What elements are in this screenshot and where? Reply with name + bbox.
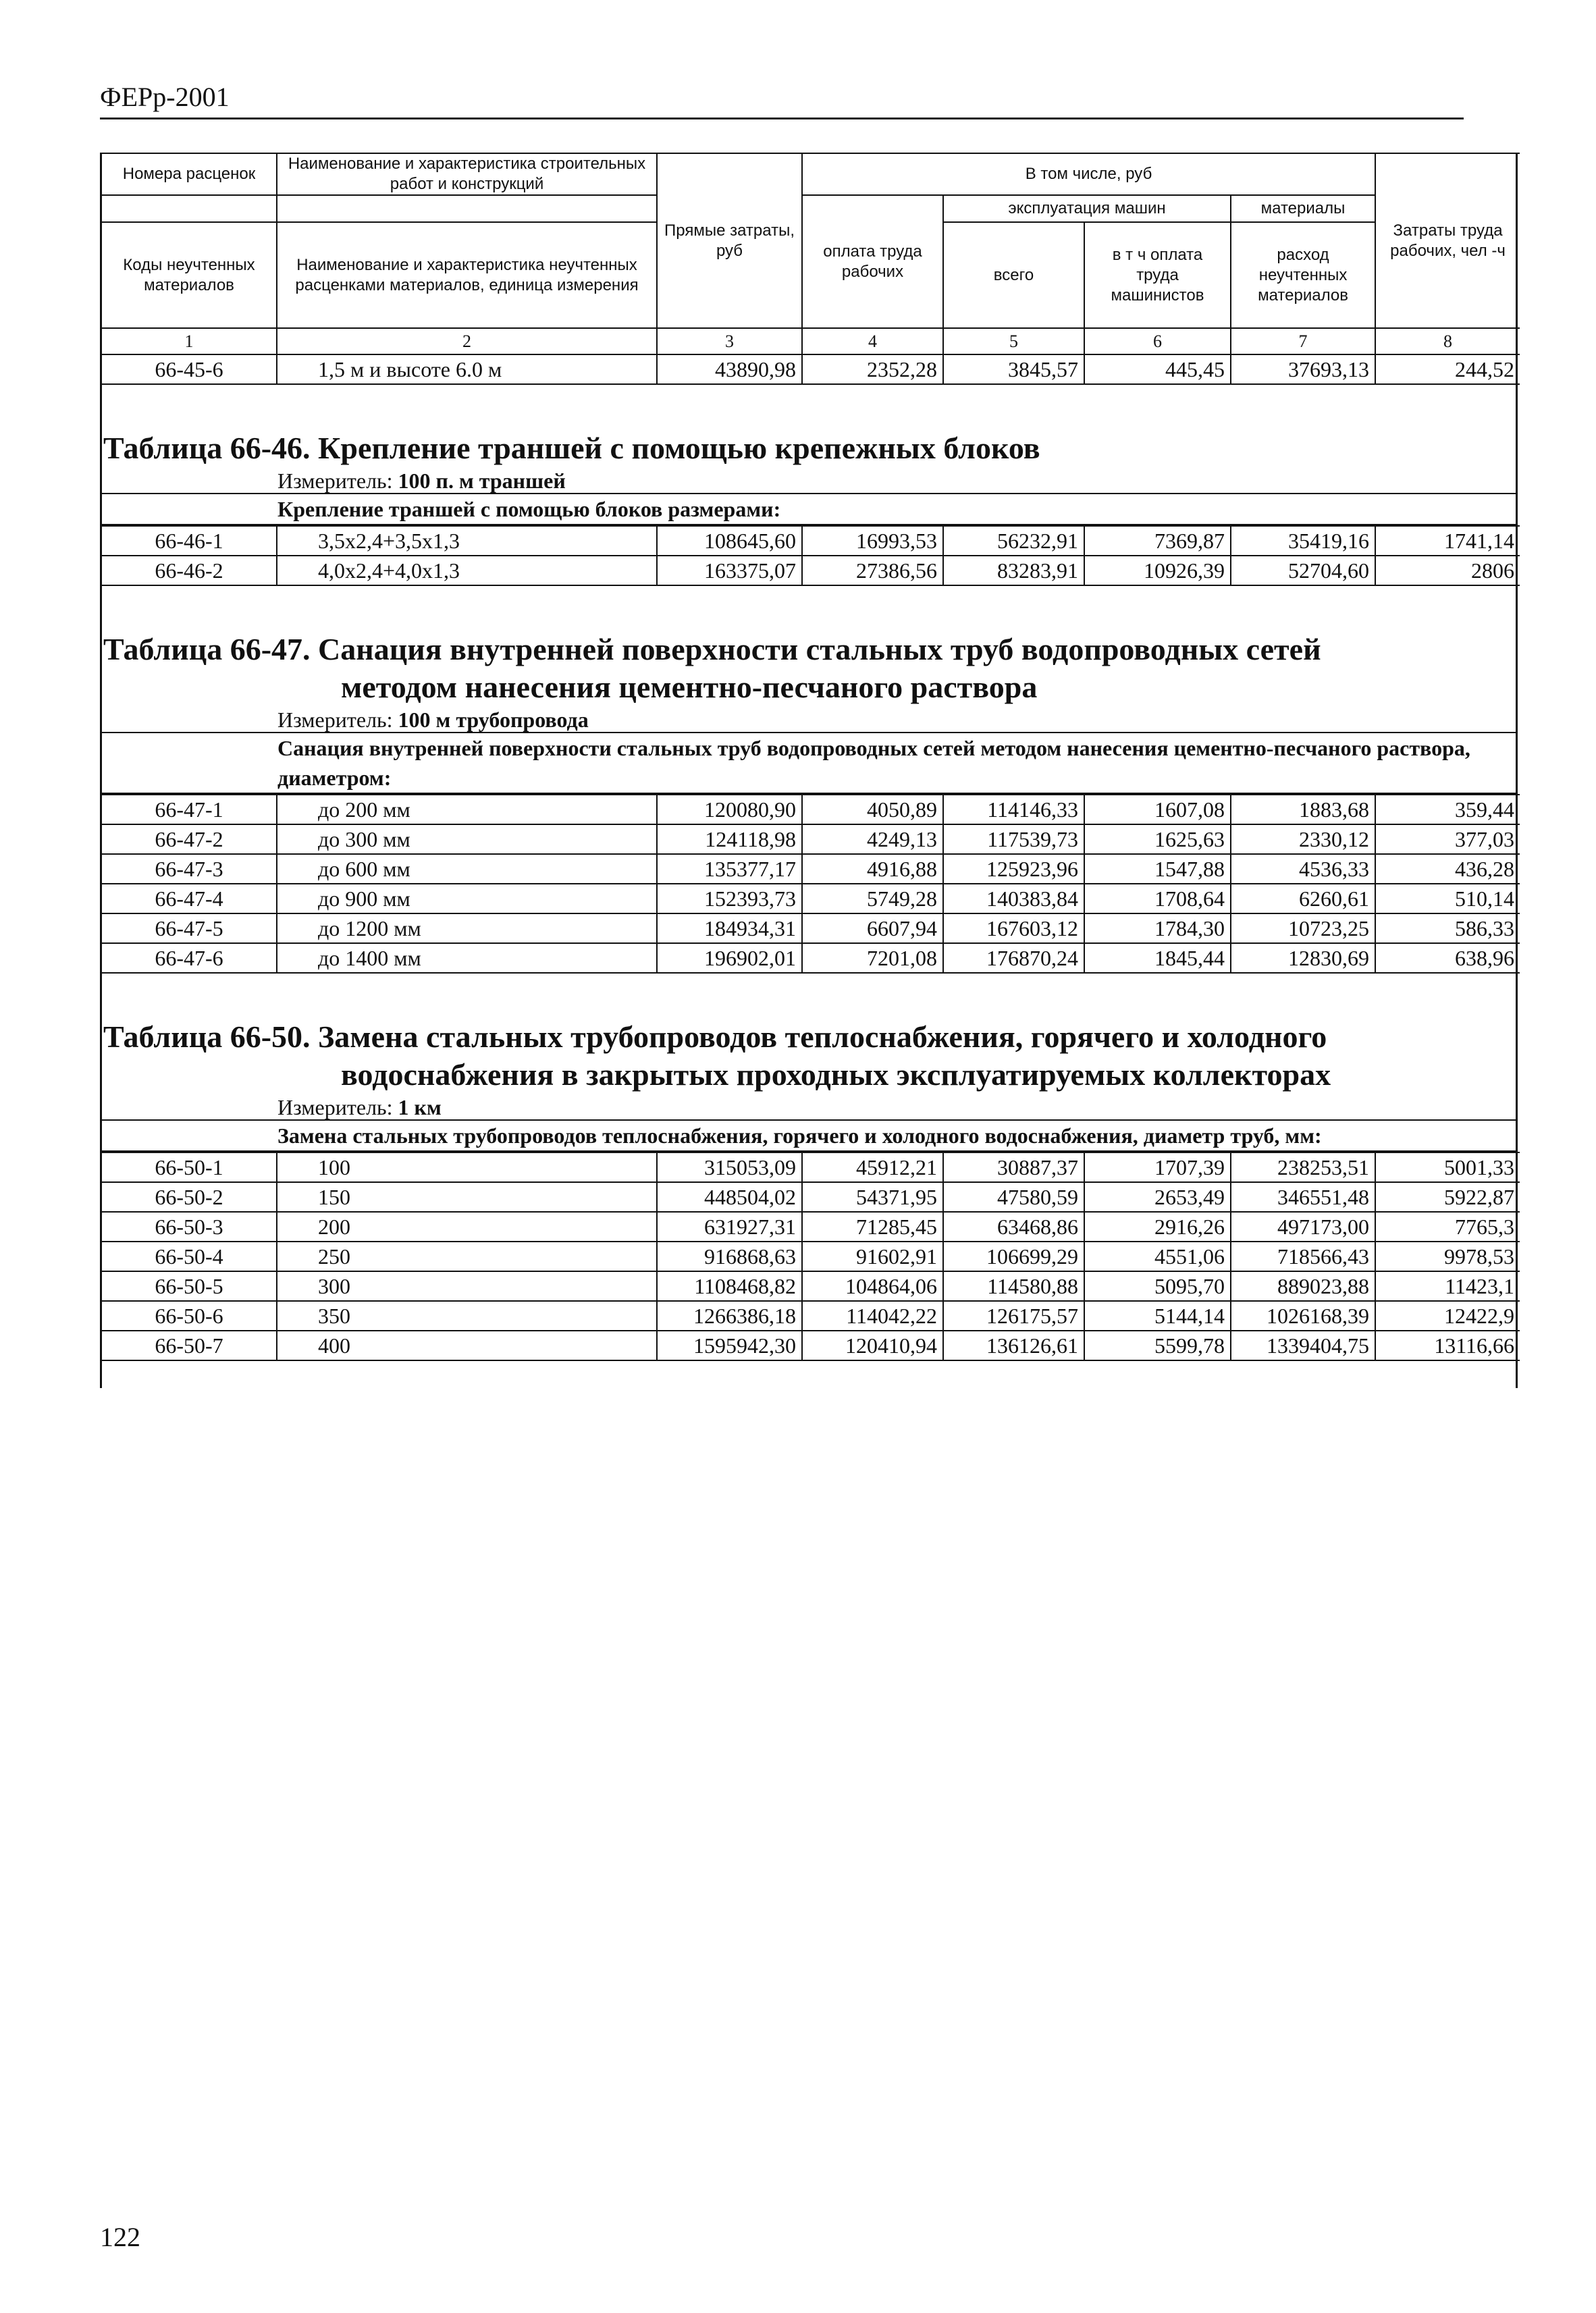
table-cell: 2653,49 [1084, 1182, 1231, 1212]
col-material-codes: Коды неучтенных материалов [102, 222, 277, 328]
table-cell: 56232,91 [943, 526, 1084, 556]
column-numbers-row [102, 328, 1520, 354]
table-cell: 2352,28 [802, 354, 943, 384]
table-cell: 586,33 [1375, 913, 1520, 943]
table-cell: до 1400 мм [277, 943, 657, 973]
column-number: 5 [943, 328, 1084, 354]
col-machinists-pay: в т ч оплата труда машинистов [1084, 222, 1231, 328]
table-cell: 66-47-1 [102, 795, 277, 824]
section-title [102, 423, 1516, 467]
table-cell: 1625,63 [1084, 824, 1231, 854]
table-cell: 35419,16 [1231, 526, 1375, 556]
table-cell: 4249,13 [802, 824, 943, 854]
table-cell: 114042,22 [802, 1301, 943, 1331]
table-row [102, 824, 1520, 854]
table-cell: 448504,02 [657, 1182, 802, 1212]
table-cell: 1547,88 [1084, 854, 1231, 884]
table-cell: 359,44 [1375, 795, 1520, 824]
table-cell: 12422,9 [1375, 1301, 1520, 1331]
table-cell: 377,03 [1375, 824, 1520, 854]
table-cell: 2330,12 [1231, 824, 1375, 854]
table-cell: 4916,88 [802, 854, 943, 884]
table-row [102, 1301, 1520, 1331]
rates-table [102, 525, 1520, 586]
table-cell: 1,5 м и высоте 6.0 м [277, 354, 657, 384]
table-cell: 1339404,75 [1231, 1331, 1375, 1360]
table-cell: 1741,14 [1375, 526, 1520, 556]
table-row [102, 913, 1520, 943]
table-cell: до 600 мм [277, 854, 657, 884]
table-cell: 106699,29 [943, 1242, 1084, 1271]
table-cell: 631927,31 [657, 1212, 802, 1242]
unit-of-measure [102, 467, 1516, 494]
table-cell: 104864,06 [802, 1271, 943, 1301]
table-cell: 66-47-4 [102, 884, 277, 913]
table-cell: 114146,33 [943, 795, 1084, 824]
table-cell: 1784,30 [1084, 913, 1231, 943]
table-cell: 16993,53 [802, 526, 943, 556]
table-cell: 9978,53 [1375, 1242, 1520, 1271]
table-cell: 5922,87 [1375, 1182, 1520, 1212]
document-code: ФЕРр-2001 [100, 82, 230, 112]
table-cell: 889023,88 [1231, 1271, 1375, 1301]
table-cell: 66-47-3 [102, 854, 277, 884]
table-cell: 66-50-2 [102, 1182, 277, 1212]
table-cell: 66-50-1 [102, 1152, 277, 1182]
table-cell: 4551,06 [1084, 1242, 1231, 1271]
table-cell: 4050,89 [802, 795, 943, 824]
col-labor-pay: оплата труда рабочих [802, 195, 943, 328]
table-cell: 497173,00 [1231, 1212, 1375, 1242]
table-cell: 346551,48 [1231, 1182, 1375, 1212]
rates-table [102, 794, 1520, 974]
table-cell: 114580,88 [943, 1271, 1084, 1301]
table-cell: 136126,61 [943, 1331, 1084, 1360]
section-title [102, 1011, 1516, 1094]
measure-label: Измеритель: [277, 708, 393, 732]
table-cell: 200 [277, 1212, 657, 1242]
col-labor-hours: Затраты труда рабочих, чел -ч [1375, 153, 1520, 328]
table-cell: 83283,91 [943, 556, 1084, 585]
table-cell: 196902,01 [657, 943, 802, 973]
table-cell: 66-46-2 [102, 556, 277, 585]
table-cell: 66-45-6 [102, 354, 277, 384]
table-cell: 244,52 [1375, 354, 1520, 384]
table-row [102, 354, 1520, 384]
table-cell: 10926,39 [1084, 556, 1231, 585]
table-cell: 163375,07 [657, 556, 802, 585]
section-title-line: Таблица 66-50. Замена стальных трубопроводов теплоснабжения, горячего и холодного [103, 1019, 1327, 1054]
table-cell: 7201,08 [802, 943, 943, 973]
rates-table-frame [100, 153, 1518, 1388]
table-cell: 120410,94 [802, 1331, 943, 1360]
table-cell: 1883,68 [1231, 795, 1375, 824]
table-cell: 445,45 [1084, 354, 1231, 384]
table-cell: 1026168,39 [1231, 1301, 1375, 1331]
table-row [102, 1271, 1520, 1301]
table-cell: 66-47-5 [102, 913, 277, 943]
table-row [102, 795, 1520, 824]
table-cell: 152393,73 [657, 884, 802, 913]
table-row [102, 1152, 1520, 1182]
table-cell: 52704,60 [1231, 556, 1375, 585]
table-cell: 436,28 [1375, 854, 1520, 884]
table-cell: 71285,45 [802, 1212, 943, 1242]
rate-table-section [102, 385, 1516, 586]
table-cell: до 300 мм [277, 824, 657, 854]
table-cell: до 1200 мм [277, 913, 657, 943]
table-cell: 1708,64 [1084, 884, 1231, 913]
table-cell: 5144,14 [1084, 1301, 1231, 1331]
group-heading: Санация внутренней поверхности стальных труб водопроводных сетей методом нанесения цементно-песчаного раствора, диаметром: [102, 733, 1516, 794]
section-title-line: водоснабжения в закрытых проходных эксплуатируемых коллекторах [341, 1057, 1331, 1092]
table-cell: 126175,57 [943, 1301, 1084, 1331]
table-cell: 1845,44 [1084, 943, 1231, 973]
table-cell: 167603,12 [943, 913, 1084, 943]
table-cell: 7369,87 [1084, 526, 1231, 556]
table-cell: 135377,17 [657, 854, 802, 884]
table-cell: 1707,39 [1084, 1152, 1231, 1182]
table-cell: 176870,24 [943, 943, 1084, 973]
measure-label: Измеритель: [277, 1095, 393, 1119]
table-cell: 7765,3 [1375, 1212, 1520, 1242]
measure-value: 1 км [398, 1095, 442, 1119]
table-cell: 3845,57 [943, 354, 1084, 384]
table-cell: 184934,31 [657, 913, 802, 943]
table-cell: 315053,09 [657, 1152, 802, 1182]
table-cell: 125923,96 [943, 854, 1084, 884]
table-row [102, 1182, 1520, 1212]
table-cell: 63468,86 [943, 1212, 1084, 1242]
table-cell: 45912,21 [802, 1152, 943, 1182]
column-number: 1 [102, 328, 277, 354]
table-cell: 238253,51 [1231, 1152, 1375, 1182]
col-machines-total: всего [943, 222, 1084, 328]
table-cell: 54371,95 [802, 1182, 943, 1212]
table-cell: 916868,63 [657, 1242, 802, 1271]
table-cell: 350 [277, 1301, 657, 1331]
table-cell: 5749,28 [802, 884, 943, 913]
unit-of-measure [102, 1094, 1516, 1121]
table-cell: 1108468,82 [657, 1271, 802, 1301]
table-cell: 27386,56 [802, 556, 943, 585]
table-cell: 43890,98 [657, 354, 802, 384]
table-cell: 2806 [1375, 556, 1520, 585]
table-cell: 718566,43 [1231, 1242, 1375, 1271]
table-cell: 30887,37 [943, 1152, 1084, 1182]
table-cell: 11423,1 [1375, 1271, 1520, 1301]
table-cell: 150 [277, 1182, 657, 1212]
page-number: 122 [100, 2222, 140, 2252]
table-header [102, 153, 1520, 385]
table-cell: 66-50-5 [102, 1271, 277, 1301]
table-cell: 5095,70 [1084, 1271, 1231, 1301]
table-cell: 10723,25 [1231, 913, 1375, 943]
col-materials: материалы [1231, 195, 1375, 222]
table-cell: 12830,69 [1231, 943, 1375, 973]
table-cell: 66-50-6 [102, 1301, 277, 1331]
table-row [102, 1242, 1520, 1271]
table-cell: 5599,78 [1084, 1331, 1231, 1360]
table-cell: 120080,90 [657, 795, 802, 824]
table-cell: 66-47-2 [102, 824, 277, 854]
column-number: 2 [277, 328, 657, 354]
table-row [102, 854, 1520, 884]
table-cell: 66-50-4 [102, 1242, 277, 1271]
table-cell: 1607,08 [1084, 795, 1231, 824]
table-cell: 91602,91 [802, 1242, 943, 1271]
table-cell: 400 [277, 1331, 657, 1360]
table-cell: 124118,98 [657, 824, 802, 854]
table-row [102, 556, 1520, 585]
section-title-line: методом нанесения цементно-песчаного раствора [341, 670, 1038, 704]
table-cell: 1595942,30 [657, 1331, 802, 1360]
column-number: 4 [802, 328, 943, 354]
table-cell: до 200 мм [277, 795, 657, 824]
table-cell: 5001,33 [1375, 1152, 1520, 1182]
table-cell: 6607,94 [802, 913, 943, 943]
group-heading: Замена стальных трубопроводов теплоснабжения, горячего и холодного водоснабжения, диаметр труб, мм: [102, 1121, 1516, 1152]
table-cell: 100 [277, 1152, 657, 1182]
measure-label: Измеритель: [277, 469, 393, 493]
table-cell: 47580,59 [943, 1182, 1084, 1212]
section-title [102, 624, 1516, 706]
column-number: 6 [1084, 328, 1231, 354]
col-direct-costs: Прямые затраты, руб [657, 153, 802, 328]
table-cell: 13116,66 [1375, 1331, 1520, 1360]
table-cell: 250 [277, 1242, 657, 1271]
table-cell: 117539,73 [943, 824, 1084, 854]
table-cell: 3,5x2,4+3,5x1,3 [277, 526, 657, 556]
section-title-line: Таблица 66-46. Крепление траншей с помощью крепежных блоков [103, 431, 1040, 465]
table-cell: 6260,61 [1231, 884, 1375, 913]
table-cell: 300 [277, 1271, 657, 1301]
table-row [102, 884, 1520, 913]
table-cell: до 900 мм [277, 884, 657, 913]
table-cell: 510,14 [1375, 884, 1520, 913]
table-row [102, 526, 1520, 556]
table-cell: 108645,60 [657, 526, 802, 556]
col-rate-numbers: Номера расценок [102, 153, 277, 195]
table-cell: 4536,33 [1231, 854, 1375, 884]
table-cell: 1266386,18 [657, 1301, 802, 1331]
table-cell: 66-47-6 [102, 943, 277, 973]
rate-table-section [102, 974, 1516, 1361]
column-number: 3 [657, 328, 802, 354]
table-cell: 2916,26 [1084, 1212, 1231, 1242]
table-cell: 638,96 [1375, 943, 1520, 973]
rates-table [102, 1152, 1520, 1361]
column-number: 8 [1375, 328, 1520, 354]
measure-value: 100 м трубопровода [398, 708, 589, 732]
header-rule [100, 117, 1464, 119]
unit-of-measure [102, 706, 1516, 733]
table-cell: 37693,13 [1231, 354, 1375, 384]
table-cell: 66-50-3 [102, 1212, 277, 1242]
table-row [102, 943, 1520, 973]
section-title-line: Таблица 66-47. Санация внутренней поверхности стальных труб водопроводных сетей [103, 632, 1321, 666]
rate-table-section [102, 586, 1516, 974]
group-heading: Крепление траншей с помощью блоков размерами: [102, 494, 1516, 525]
col-work-name: Наименование и характеристика строительных работ и конструкций [277, 153, 657, 195]
col-unaccounted-materials: расход неучтенных материалов [1231, 222, 1375, 328]
col-including: В том числе, руб [802, 153, 1375, 195]
table-cell: 66-50-7 [102, 1331, 277, 1360]
table-cell: 4,0x2,4+4,0x1,3 [277, 556, 657, 585]
col-machines: эксплуатация машин [943, 195, 1231, 222]
column-number: 7 [1231, 328, 1375, 354]
measure-value: 100 п. м траншей [398, 469, 566, 493]
table-row [102, 1331, 1520, 1360]
table-cell: 140383,84 [943, 884, 1084, 913]
table-cell: 66-46-1 [102, 526, 277, 556]
col-material-name: Наименование и характеристика неучтенных расценками материалов, единица измерения [277, 222, 657, 328]
table-row [102, 1212, 1520, 1242]
